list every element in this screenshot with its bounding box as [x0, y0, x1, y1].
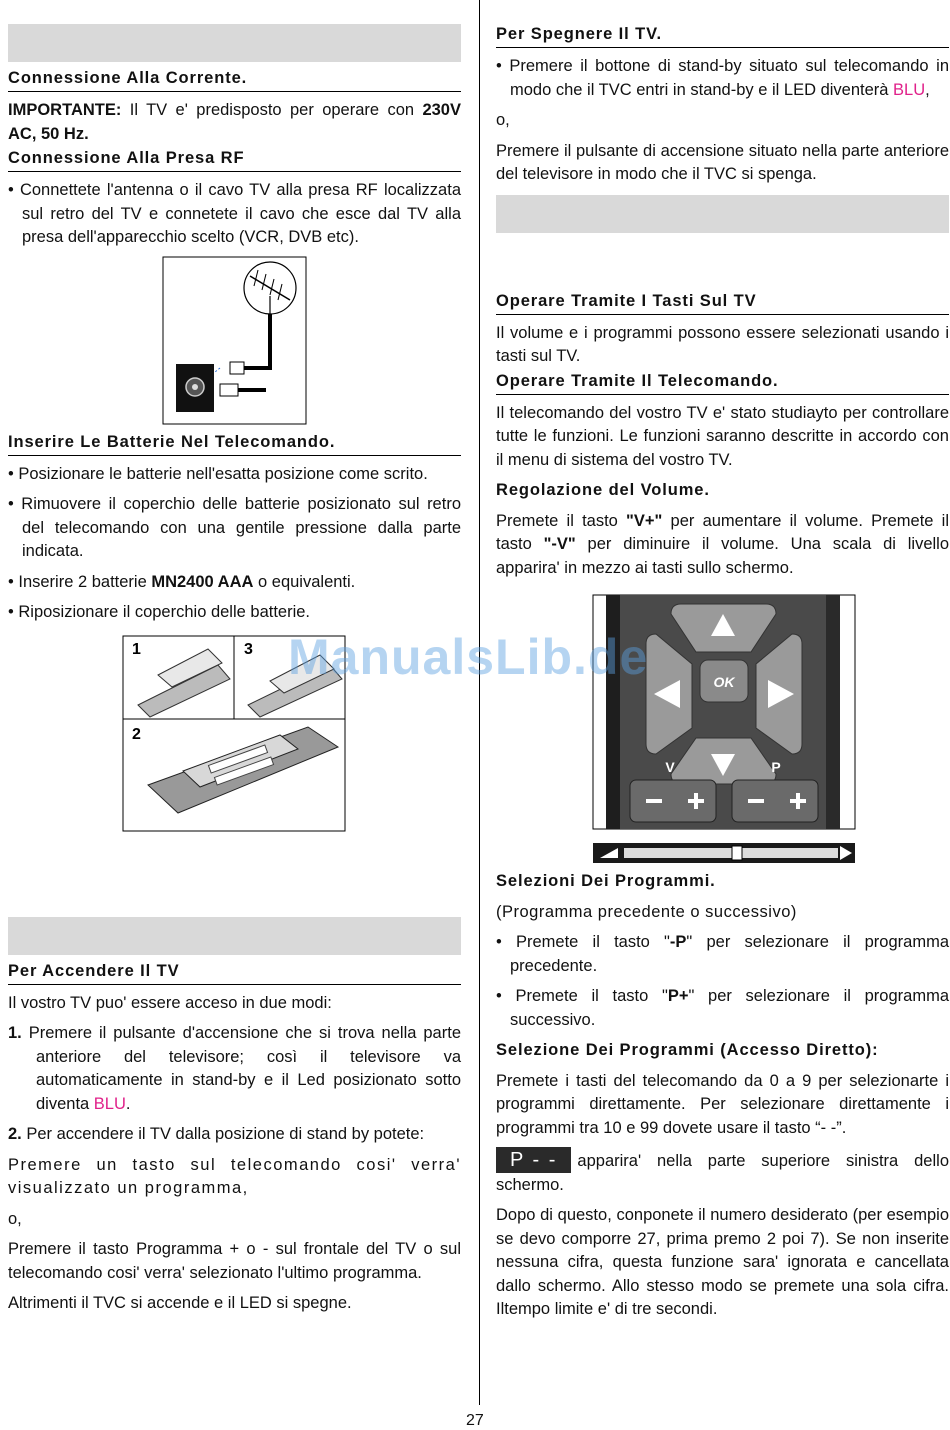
tasti-tv-text: Il volume e i programmi possono essere selezionati usando i tasti sul TV.	[496, 323, 949, 365]
heading-connessione-corrente: Connessione Alla Corrente.	[8, 66, 461, 92]
battery-step-4: • Riposizionare il coperchio delle batterie.	[8, 603, 311, 621]
battery-step-1: • Posizionare le batterie nell'esatta posizione come scrito.	[8, 464, 428, 483]
diretto-text-2: P - - apparira' nella parte superiore sinistra dello schermo.	[496, 1149, 949, 1194]
antenna-connection-figure	[8, 256, 461, 426]
program-input-indicator: P - -	[496, 1147, 571, 1173]
volume-text: Premete il tasto "V+" per aumentare il volume. Premete il tasto "-V" per diminuire il volume. Una scala di livello apparira' in mezzo ai tasti sullo schermo.	[496, 511, 950, 577]
page-number: 27	[466, 1412, 484, 1429]
importante-paragraph: IMPORTANTE: Il TV e' predisposto per operare con 230V AC, 50 Hz.	[8, 101, 461, 143]
volume-label: V	[665, 759, 675, 775]
telecomando-text: Il telecomando del vostro TV e' stato studiayto per controllare tutte le funzioni. Le funzioni saranno descritte in accordo con il menu di sistema del vostro TV.	[496, 403, 949, 469]
diretto-text-3: Dopo di questo, conponete il numero desiderato (per esempio se devo comporre 27, prima premo 2 poi 7). Se non inserite nessuna cifra, questa funzione sara' ignorata e cancellata dallo schermo. Allo stesso modo se premete una sola cifra. Iltempo limite e' di tre secondi.	[496, 1206, 949, 1318]
heading-tasti-tv: Operare Tramite I Tasti Sul TV	[496, 289, 949, 315]
selezioni-subtitle: (Programma precedente o successivo)	[496, 902, 797, 921]
figure-label-3: 3	[244, 640, 253, 658]
accendere-step-1: 1. Premere il pulsante d'accensione che si trova nella parte anteriore del televisore; così il televisore va automaticamente in stand-by e il Led posizionato sotto diventa BLU.	[8, 1024, 461, 1113]
accendere-option-2: Premere il tasto Programma + o - sul frontale del TV o sul telecomando cosi' verra' selezionato l'ultimo programma.	[8, 1240, 461, 1282]
accendere-option-3: Altrimenti il TVC si accende e il LED si spegne.	[8, 1294, 352, 1312]
heading-connessione-rf: Connessione Alla Presa RF	[8, 146, 461, 172]
heading-spegnere: Per Spegnere Il TV.	[496, 22, 949, 48]
heading-selezioni: Selezioni Dei Programmi.	[496, 872, 716, 890]
spegnere-step-1: • Premere il bottone di stand-by situato sul telecomando in modo che il TVC entri in stand-by e il LED diventerà BLU,	[496, 57, 949, 99]
column-divider	[479, 0, 480, 1405]
accendere-option-1: Premere un tasto sul telecomando cosi' verra' visualizzato un programma,	[8, 1155, 461, 1197]
diretto-text-1: Premete i tasti del telecomando da 0 a 9 per selezionarte i programmi direttamente. Per selezionare direttamente i programmi tra 10 e 99 dovete usare il tasto “- -”.	[496, 1071, 949, 1137]
heading-volume: Regolazione del Volume.	[496, 481, 710, 499]
figure-label-2: 2	[132, 725, 141, 743]
program-label: P	[771, 759, 781, 775]
accendere-step-2: 2. Per accendere il TV dalla posizione di stand by potete:	[8, 1125, 425, 1143]
heading-telecomando: Operare Tramite Il Telecomando.	[496, 369, 949, 395]
watermark: ManualsLib.de	[288, 629, 649, 685]
heading-inserire-batterie: Inserire Le Batterie Nel Telecomando.	[8, 430, 461, 456]
figure-label-1: 1	[132, 640, 141, 658]
ok-label: OK	[713, 674, 735, 690]
accendere-intro: Il vostro TV puo' essere acceso in due modi:	[8, 993, 332, 1012]
battery-step-3: • Inserire 2 batterie MN2400 AAA o equivalenti.	[8, 572, 356, 591]
selezioni-next: • Premete il tasto "P+" per selezionare il programma successivo.	[496, 987, 949, 1029]
rf-instruction: • Connettete l'antenna o il cavo TV alla presa RF localizzata sul retro del TV e connetete il cavo che esce dal TV alla presa dell'apparecchio scelto (VCR, DVB etc).	[8, 181, 461, 246]
selezioni-prev: • Premete il tasto "-P" per selezionare il programma precedente.	[496, 933, 949, 975]
accendere-or: o,	[8, 1209, 22, 1228]
section-header-bar	[8, 24, 461, 62]
battery-step-2: • Rimuovere il coperchio delle batterie posizionato sul retro del telecomando con una gentile pressione dalla parte indicata.	[8, 495, 461, 560]
spegnere-step-2: Premere il pulsante di accensione situato nella parte anteriore del televisore in modo che il TVC si spenga.	[496, 141, 949, 183]
section-header-bar-right	[496, 195, 949, 233]
volume-scale-bar	[593, 843, 855, 863]
spegnere-or: o,	[496, 111, 510, 129]
heading-accesso-diretto: Selezione Dei Programmi (Accesso Diretto):	[496, 1041, 879, 1059]
heading-accendere: Per Accendere Il TV	[8, 959, 461, 985]
section-header-bar-2	[8, 917, 461, 955]
